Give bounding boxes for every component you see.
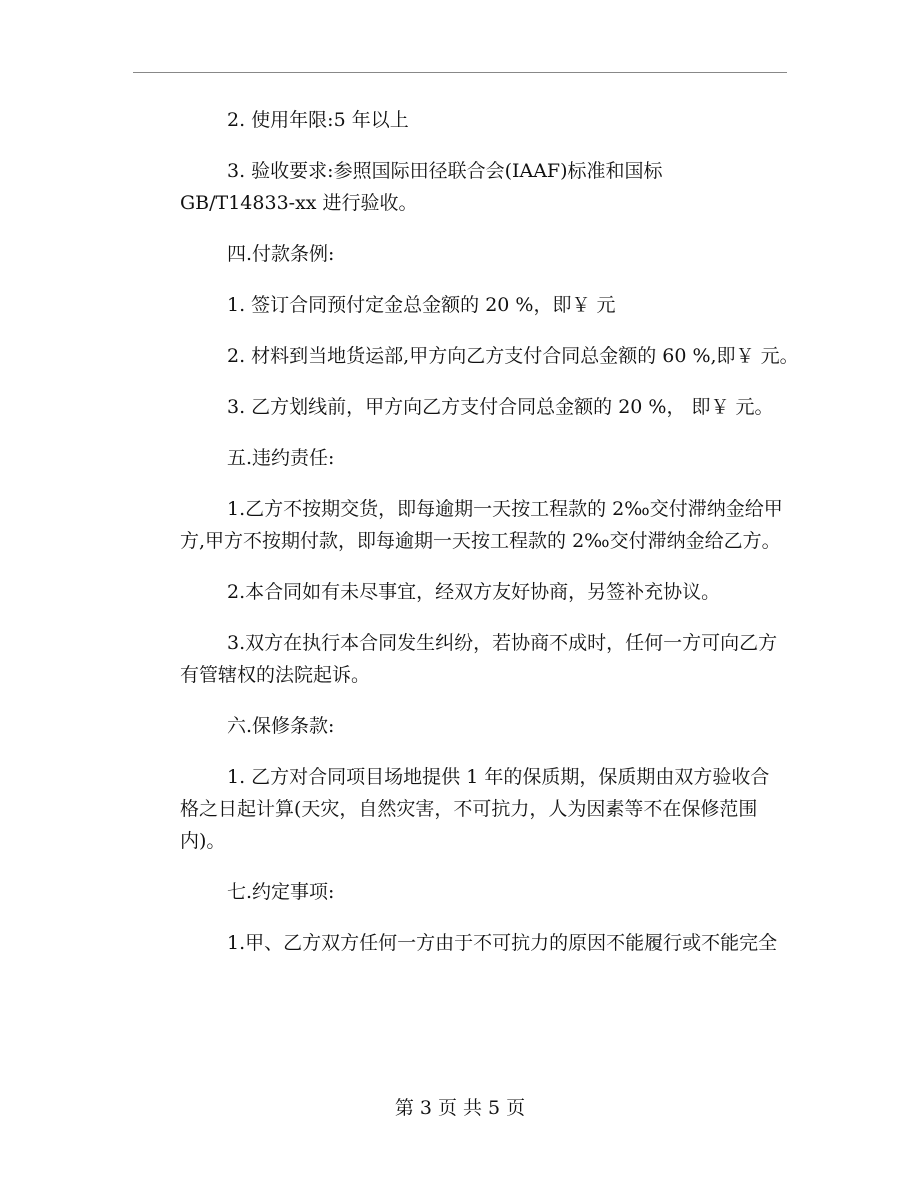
section-heading-payment [133,238,813,270]
paragraph-breach-3 [133,627,813,691]
text-line: GB/T14833-xx 进行验收。 [180,192,418,214]
text-line: 方,甲方不按期付款，即每逾期一天按工程款的 2‰交付滞纳金给乙方。 [180,530,781,552]
text-line: 2. 材料到当地货运部,甲方向乙方支付合同总金额的 60 %,即￥ 元。 [227,345,799,367]
text-line: 2. 使用年限:5 年以上 [227,109,409,131]
text-line: 格之日起计算(天灾，自然灾害，不可抗力，人为因素等不在保修范围 [180,798,758,820]
text-line: 1. 签订合同预付定金总金额的 20 %，即￥ 元 [227,294,616,316]
paragraph-payment-3 [133,391,813,423]
header-rule [133,72,787,73]
text-line: 五.违约责任: [227,447,335,469]
text-line: 2.本合同如有未尽事宜，经双方友好协商，另签补充协议。 [227,581,721,603]
section-heading-warranty [133,710,813,742]
text-line: 1.甲、乙方双方任何一方由于不可抗力的原因不能履行或不能完全 [227,932,778,954]
text-line: 1.乙方不按期交货，即每逾期一天按工程款的 2‰交付滞纳金给甲 [227,498,783,520]
paragraph-agreements-1 [133,927,813,959]
section-heading-agreements [133,876,813,908]
text-line: 1. 乙方对合同项目场地提供 1 年的保质期，保质期由双方验收合 [227,766,770,788]
text-line: 七.约定事项: [227,881,335,903]
paragraph-service-life [133,104,813,136]
paragraph-payment-1 [133,289,813,321]
text-line: 3. 乙方划线前，甲方向乙方支付合同总金额的 20 %， 即￥ 元。 [227,396,774,418]
section-heading-breach [133,442,813,474]
document-body [133,104,813,978]
paragraph-acceptance [133,155,813,219]
paragraph-breach-1 [133,493,813,557]
paragraph-breach-2 [133,576,813,608]
text-line: 有管辖权的法院起诉。 [180,664,371,686]
paragraph-warranty-1 [133,761,813,857]
text-line: 3. 验收要求:参照国际田径联合会(IAAF)标准和国标 [227,160,663,182]
paragraph-payment-2 [133,340,813,372]
text-line: 内)。 [180,830,226,852]
text-line: 四.付款条例: [227,243,335,265]
text-line: 六.保修条款: [227,715,335,737]
page-number: 第 3 页 共 5 页 [394,1097,526,1119]
text-line: 3.双方在执行本合同发生纠纷，若协商不成时，任何一方可向乙方 [227,632,778,654]
